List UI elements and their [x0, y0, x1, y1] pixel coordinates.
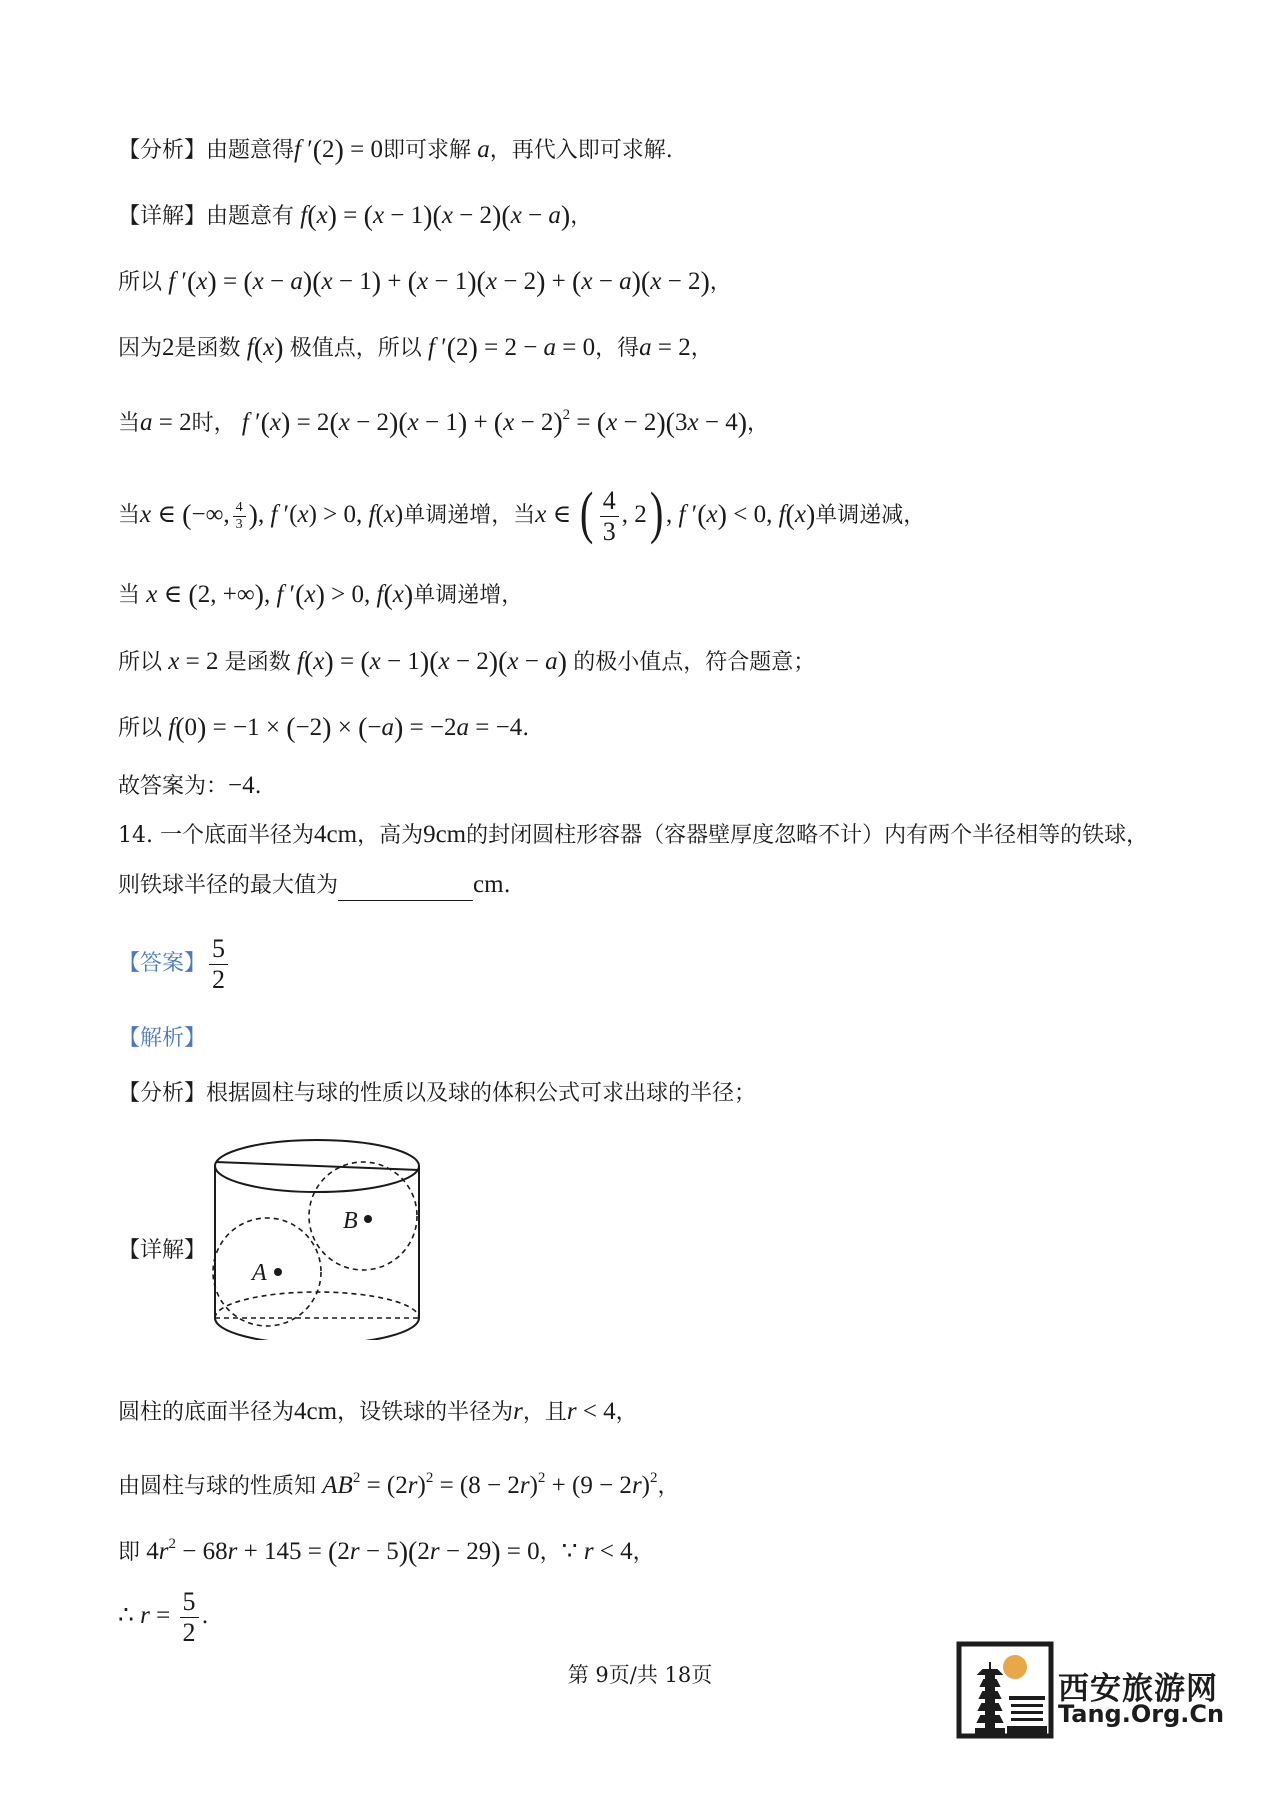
question-14-line-1: 14. 一个底面半径为4cm，高为9cm的封闭圆柱形容器（容器壁厚度忽略不计）内有两个半径相等的铁球，: [118, 821, 1149, 848]
cylinder-spheres-figure: [210, 1128, 430, 1340]
site-logo-icon: [955, 1640, 1055, 1740]
minimum-line: 所以 x = 2 是函数 f(x) = (x − 1)(x − 2)(x − a) 的极小值点，符合题意；: [118, 647, 816, 678]
analysis-line-1: 【分析】由题意得f ′(2) = 0即可求解 a，再代入即可求解.: [118, 135, 673, 166]
question-14-line-2: 则铁球半径的最大值为 cm.: [118, 870, 1220, 901]
detail-line-1: 【详解】由题意有 f(x) = (x − 1)(x − 2)(x − a)，: [118, 201, 593, 232]
answer-fraction: $\frac{5}{2}$: [209, 934, 228, 995]
result-fraction: $\frac{5}{2}$: [180, 1587, 199, 1648]
cylinder-bottom-back: [215, 1292, 419, 1318]
explanation-heading: 【解析】: [118, 1026, 207, 1051]
case-a2-line: 当a = 2时， f $'(x) = 2(x - 2)(x - 1) + (x - 2)^2 = (x - 2)(3x - 4)$，: [118, 407, 770, 439]
answer-label: 【答案】: [118, 951, 207, 976]
solution-line-1: 圆柱的底面半径为4cm，设铁球的半径为r，且r < 4，: [118, 1398, 638, 1425]
answer-blank: [338, 876, 473, 901]
page-footer: 第 9页/共 18页: [567, 1663, 713, 1687]
f0-line: 所以 f(0) = −1 × (−2) × (−a) = −2a = −4.: [118, 713, 530, 744]
answer-for-line: 故答案为：−4.: [118, 772, 262, 799]
logo-text-cn: 西安旅游网: [1058, 1671, 1218, 1707]
derivative-line: 所以 f ′(x) = (x − a)(x − 1) + (x − 1)(x − 2) + (x − a)(x − 2)，: [118, 267, 732, 298]
monotonic-line-1: 当x ∈ (−∞, $\frac{4}{3}$ ), f ′(x) > 0, f(x)单调递增，当x ∈ ( $\frac{4}{3}$ , 2) , f ′(x) < 0, f(x)单调递减，: [118, 480, 926, 546]
sphere-b: [309, 1162, 417, 1270]
cylinder-bottom-front: [215, 1318, 419, 1340]
extremum-line: 因为2是函数 f(x) 极值点，所以 f ′(2) = 2 − a = 0，得a = 2，: [118, 333, 713, 364]
monotonic-line-2: 当 x ∈ (2, +∞), f ′(x) > 0, f(x)单调递增，: [118, 580, 524, 611]
logo-text-en: Tang.Org.Cn: [1058, 1700, 1225, 1728]
label-a: A: [252, 1260, 267, 1286]
label-b: B: [343, 1208, 358, 1234]
sphere-a: [213, 1218, 321, 1326]
center-a-dot: [274, 1268, 282, 1276]
solution-line-4: ∴ r = $\frac{5}{2}$ .: [118, 1586, 209, 1647]
detail-line-2: 【详解】: [118, 1238, 207, 1263]
solution-line-2: 由圆柱与球的性质知 $AB^2 = (2r)^2 = (8 - 2r)^2 + (9 - 2r)^2$，: [118, 1470, 680, 1499]
center-b-dot: [364, 1215, 372, 1223]
analysis-line-2: 【分析】根据圆柱与球的性质以及球的体积公式可求出球的半径；: [118, 1081, 757, 1106]
answer-line: [118, 932, 1220, 996]
solution-line-3: 即 $4r^2 - 68r + 145 = (2r - 5)(2r - 29) = 0$，∵ r < 4，: [118, 1536, 655, 1568]
